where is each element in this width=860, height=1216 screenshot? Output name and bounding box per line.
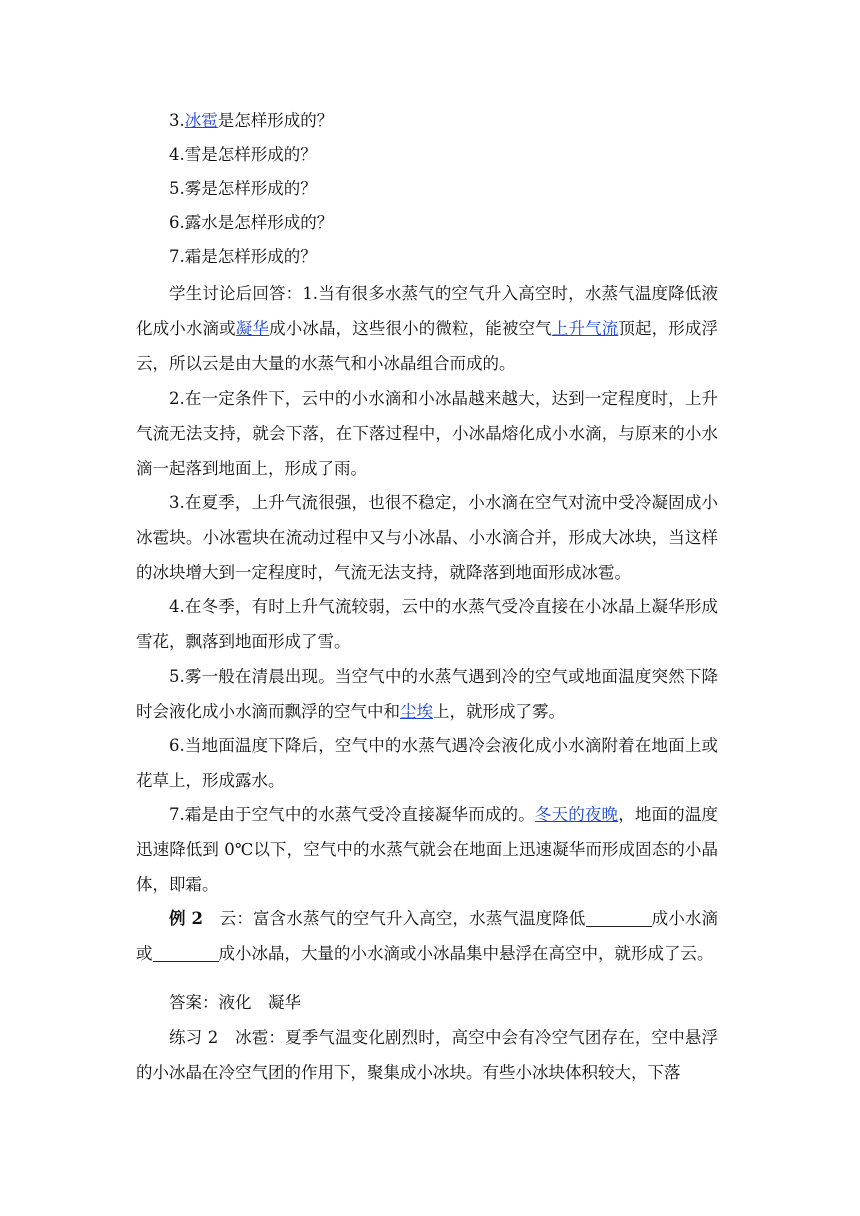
question-number: 3. xyxy=(169,111,185,130)
link-updraft[interactable]: 上升气流 xyxy=(551,319,619,338)
answer-text: 顶起，形成浮云，所以云是由大量的水蒸气和小冰晶组合而成的。 xyxy=(136,319,719,373)
link-dust[interactable]: 尘埃 xyxy=(400,702,433,721)
answer-text: 上，就形成了雾。 xyxy=(433,702,565,721)
answer-text: 学生讨论后回答：1.当有很多水蒸气的空气升入高空时，水蒸气温度降低液化成小水滴或 xyxy=(136,284,718,338)
link-winter-night[interactable]: 冬天的夜晚 xyxy=(534,805,619,824)
answer-blank xyxy=(153,960,219,962)
answer-text: 7.霜是由于空气中的水蒸气受冷直接凝华而成的。 xyxy=(169,805,535,824)
example-text: 成小水滴或 xyxy=(136,909,719,963)
answer-3: 3.在夏季，上升气流很强，也很不稳定，小水滴在空气对流中受冷凝固成小冰雹块。小冰雹块在流动过程中又与小冰晶、小水滴合并，形成大冰块，当这样的冰块增大到一定程度时，气流无法支持，就降落到地面形成冰雹。 xyxy=(136,493,718,582)
answer-6: 6.当地面温度下降后，空气中的水蒸气遇冷会液化成小水滴附着在地面上或花草上，形成露水。 xyxy=(136,736,718,790)
example-label: 例 2 xyxy=(169,909,203,928)
example-text: 成小冰晶，大量的小水滴或小冰晶集中悬浮在高空中，就形成了云。 xyxy=(218,944,714,963)
practice-2 xyxy=(136,1020,718,1090)
answer-text: ，地面的温度迅速降低到 0℃以下，空气中的水蒸气就会在地面上迅速凝华而形成固态的小晶体，即霜。 xyxy=(136,805,719,894)
question-5: 5.雾是怎样形成的？ xyxy=(169,179,317,198)
practice-text: 冰雹：夏季气温变化剧烈时，高空中会有冷空气团存在，空中悬浮的小冰晶在冷空气团的作用下，聚集成小冰块。有些小冰块体积较大，下落 xyxy=(136,1028,719,1082)
answer-text: 成小冰晶，这些很小的微粒，能被空气 xyxy=(269,319,552,338)
answer-blank xyxy=(586,925,652,927)
link-deposition[interactable]: 凝华 xyxy=(235,319,270,338)
answer-7 xyxy=(136,797,718,902)
question-6: 6.露水是怎样形成的？ xyxy=(169,213,334,232)
question-4: 4.雪是怎样形成的？ xyxy=(169,145,317,164)
answer-5 xyxy=(136,659,718,729)
answer-2: 2.在一定条件下，云中的小水滴和小冰晶越来越大，达到一定程度时，上升气流无法支持，就会下落，在下落过程中，小冰晶熔化成小水滴，与原来的小水滴一起落到地面上，形成了雨。 xyxy=(136,389,718,478)
question-7: 7.霜是怎样形成的？ xyxy=(169,247,317,266)
question-text: 是怎样形成的？ xyxy=(217,111,334,130)
answer-text: 5.雾一般在清晨出现。当空气中的水蒸气遇到冷的空气或地面温度突然下降时会液化成小水滴而飘浮的空气中和 xyxy=(136,667,718,721)
link-hail[interactable]: 冰雹 xyxy=(184,111,218,130)
example-text: 云：富含水蒸气的空气升入高空，水蒸气温度降低 xyxy=(219,909,586,928)
answer-4: 4.在冬季，有时上升气流较弱，云中的水蒸气受冷直接在小冰晶上凝华形成雪花，飘落到地面形成了雪。 xyxy=(136,597,718,651)
practice-label: 练习 2 xyxy=(169,1028,219,1047)
example-2 xyxy=(136,901,718,971)
question-3 xyxy=(136,104,718,138)
answer-example-2: 答案：液化 凝华 xyxy=(169,993,301,1012)
answer-1 xyxy=(136,276,718,381)
